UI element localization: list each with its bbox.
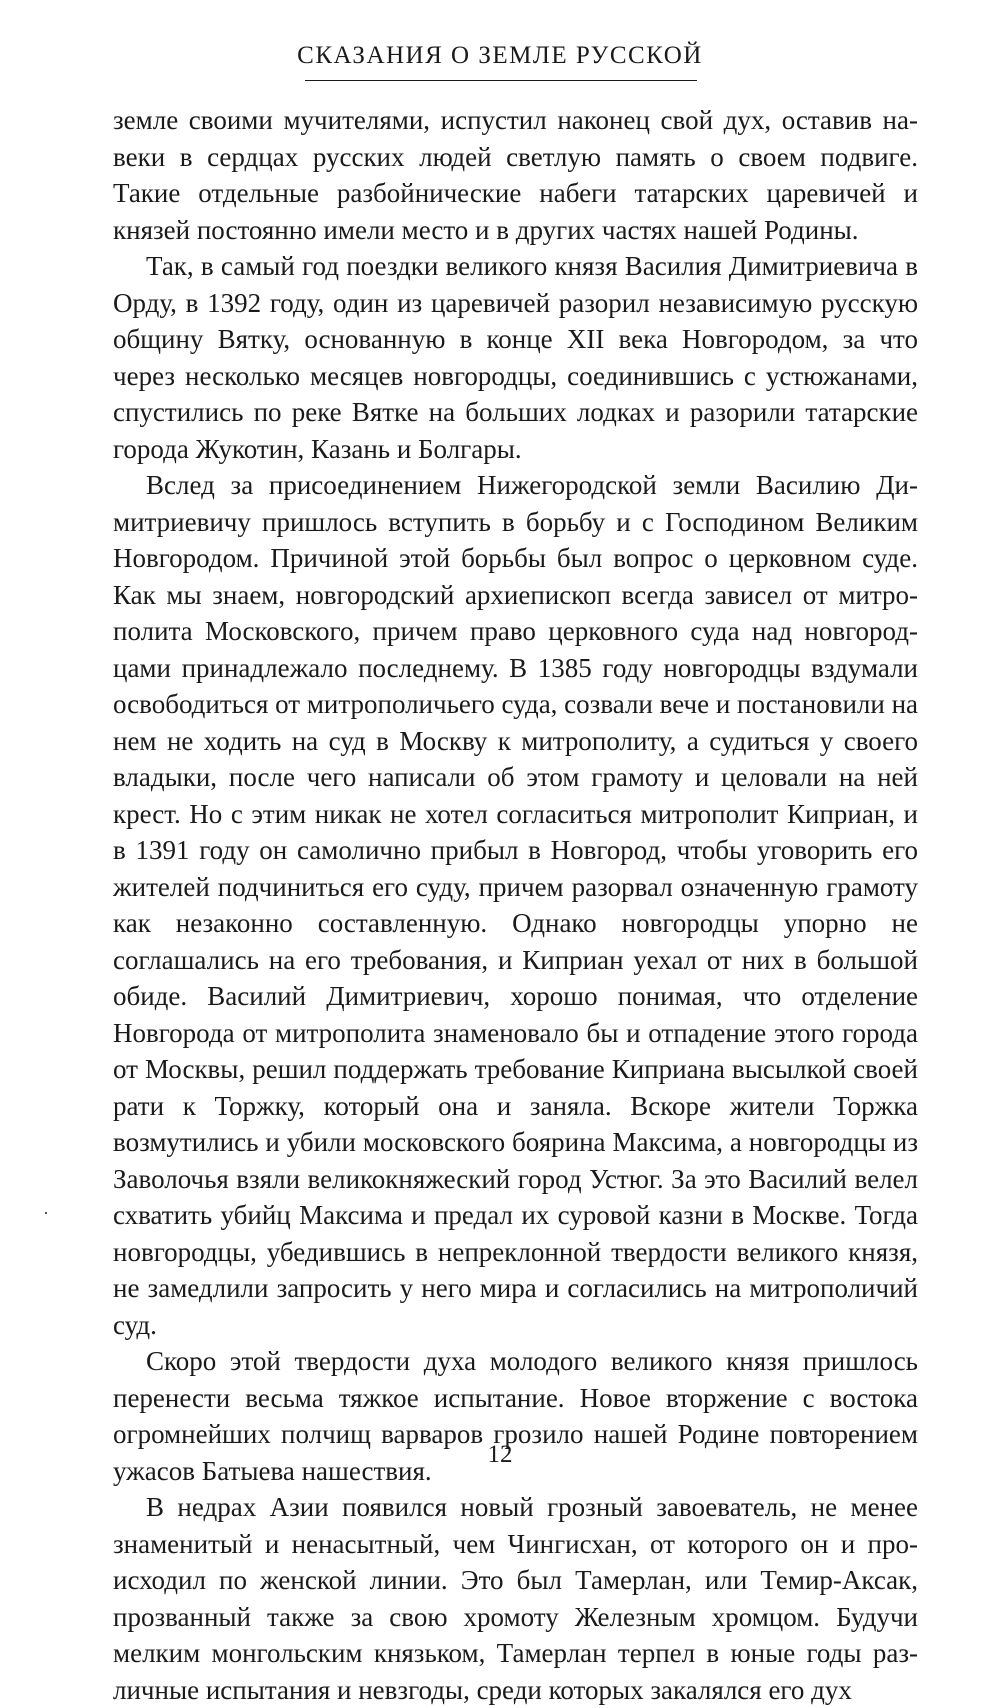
header-rule: [305, 80, 697, 81]
running-title: СКАЗАНИЯ О ЗЕМЛЕ РУССКОЙ: [297, 42, 703, 69]
paragraph-continuation: земле своими мучителями, испустил наконец свой дух, оставив навеки в сердцах русских людей светлую память о своем подвиге. Такие отдельные разбойнические набеги татарских царевичей и князей постоянно имели место и в других частях нашей Родины.: [113, 105, 918, 245]
paragraph: Так, в самый год поездки великого князя Василия Димитриевича в Орду, в 1392 году, один из царевичей разорил независимую русскую общину Вятку, основанную в конце XII века Новгородом, за что через несколько месяцев новгородцы, соединившись с устюжанами, спустились по реке Вятке на больших лодках и разорили татарские города Жукотин, Казань и Болгары.: [113, 251, 918, 464]
paragraph: В недрах Азии появился новый грозный завоеватель, не менее знаменитый и ненасытный, чем Чингисхан, от которого он и происходил по женской линии. Это был Тамерлан, или Темир-Аксак, прозванный также за свою хромоту Железным хромцом. Будучи мелким монгольским князьком, Тамерлан терпел в юные годы различные испытания и невзгоды, среди которых закалялся его дух: [113, 1492, 918, 1705]
margin-speck: [45, 1212, 47, 1214]
page-number: 12: [487, 1441, 513, 1468]
paragraph: Вслед за присоединением Нижегородской земли Василию Димитриевичу пришлось вступить в борьбу и с Господином Великим Новгородом. Причиной этой борьбы был вопрос о церковном суде. Как мы знаем, новгородский архиепископ всегда зависел от митрополита Московского, причем право церковного суда над новгородцами принадлежало последнему. В 1385 году новгородцы вздумали освободиться от митрополичьего суда, созвали вече и постановили на нем не ходить на суд в Москву к митрополиту, а судиться у своего владыки, после чего написали об этом грамоту и целовали на ней крест. Но с этим никак не хотел согласиться митрополит Киприан, и в 1391 году он самолично прибыл в Новгород, чтобы уговорить его жителей подчиниться его суду, причем разорвал означенную грамоту как незаконно составленную. Однако новгородцы упорно не соглашались на его требования, и Киприан уехал от них в большой обиде. Василий Димитриевич, хорошо понимая, что отделение Новгорода от митрополита знаменовало бы и отпадение этого города от Москвы, решил поддержать требование Киприана высылкой своей рати к Торжку, который она и заняла. Вскоре жители Торжка возмутились и убили московского боярина Максима, а новгородцы из Заволочья взяли великокняжеский город Устюг. За это Василий велел схватить убийц Максима и предал их суровой казни в Москве. Тогда новгородцы, убедившись в непреклонной твердости великого князя, не замедлили запросить у него мира и согласились на митрополичий суд.: [113, 470, 919, 1340]
paragraph: Скоро этой твердости духа молодого великого князя пришлось перенести весьма тяжкое испытание. Новое вторжение с востока огромнейших полчищ варваров грозило нашей Родине повторением ужасов Батыева нашествия.: [113, 1346, 918, 1486]
